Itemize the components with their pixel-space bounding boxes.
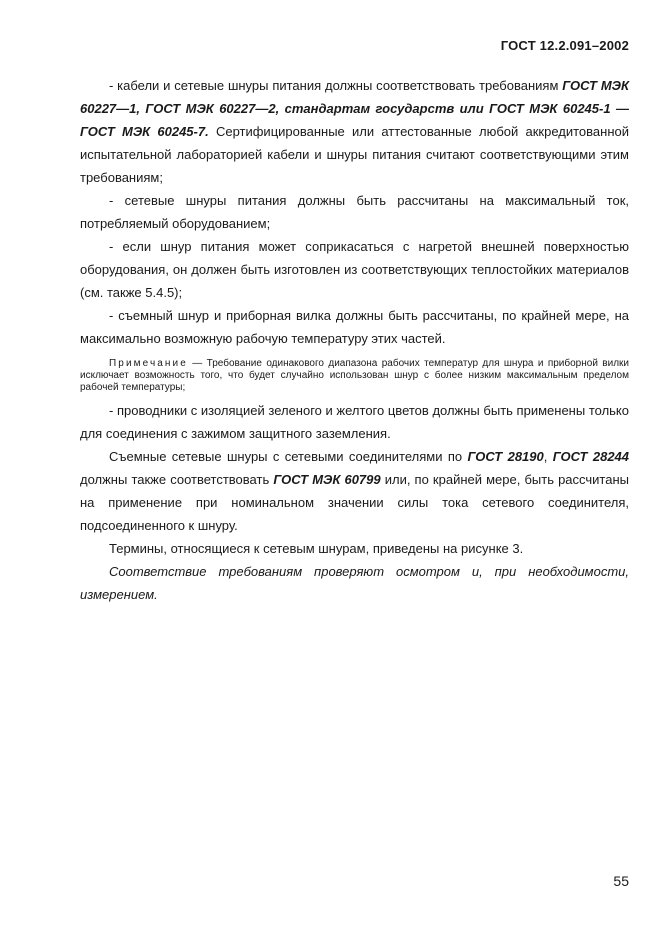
paragraph-text: должны также соответствовать	[80, 472, 274, 487]
standard-reference: ГОСТ 28190	[467, 449, 544, 464]
paragraph-compliance: Соответствие требованиям проверяют осмотром и, при необходимости, измерением.	[80, 564, 629, 602]
standard-references: ГОСТ МЭК 60227—1, ГОСТ МЭК 60227—2, стандартам государств или ГОСТ МЭК 60245-1 — ГОСТ МЭК 60245-7.	[80, 78, 629, 139]
paragraph-max-current: - сетевые шнуры питания должны быть рассчитаны на максимальный ток, потребляемый оборудованием;	[80, 193, 629, 231]
paragraph-heat-resistant: - если шнур питания может соприкасаться с нагретой внешней поверхностью оборудования, он должен быть изготовлен из соответствующих теплостойких материалов (см. также 5.4.5);	[80, 239, 629, 300]
note-text: — Требование одинакового диапазона рабочих температур для шнура и приборной вилки исключает возможность того, что будет случайно использован шнур с более низким максимальным пределом рабочей температуры;	[80, 358, 629, 393]
paragraph-text: - кабели и сетевые шнуры питания должны соответствовать требованиям	[109, 78, 563, 93]
paragraph-detachable-cords	[80, 445, 629, 537]
paragraph-text: ,	[543, 449, 553, 464]
standard-reference: ГОСТ МЭК 60799	[273, 472, 381, 487]
page-body	[80, 74, 629, 606]
paragraph-text: Сертифицированные или аттестованные любой аккредитованной испытательной лабораторией кабели и шнуры питания считают соответствующими этим требованиям;	[80, 124, 630, 185]
page-number: 55	[613, 873, 629, 889]
paragraph-terms: Термины, относящиеся к сетевым шнурам, приведены на рисунке 3.	[109, 541, 524, 556]
paragraph-text: Съемные сетевые шнуры с сетевыми соединителями по	[109, 449, 468, 464]
paragraph-cables	[80, 74, 629, 189]
paragraph-grounding-conductors: - проводники с изоляцией зеленого и желтого цветов должны быть применены только для соединения с зажимом защитного заземления.	[80, 403, 629, 441]
paragraph-text: или, по крайней мере, быть рассчитаны на применение при номинальном значении силы тока сетевого соединителя, подсоединенного к шнуру.	[80, 472, 629, 533]
standard-reference: ГОСТ 28244	[552, 449, 630, 464]
paragraph-max-temperature: - съемный шнур и приборная вилка должны быть рассчитаны, по крайней мере, на максимально возможную рабочую температуру этих частей.	[80, 308, 629, 346]
note-label: Примечание	[109, 358, 188, 369]
document-code: ГОСТ 12.2.091–2002	[500, 38, 629, 53]
note	[80, 358, 629, 394]
